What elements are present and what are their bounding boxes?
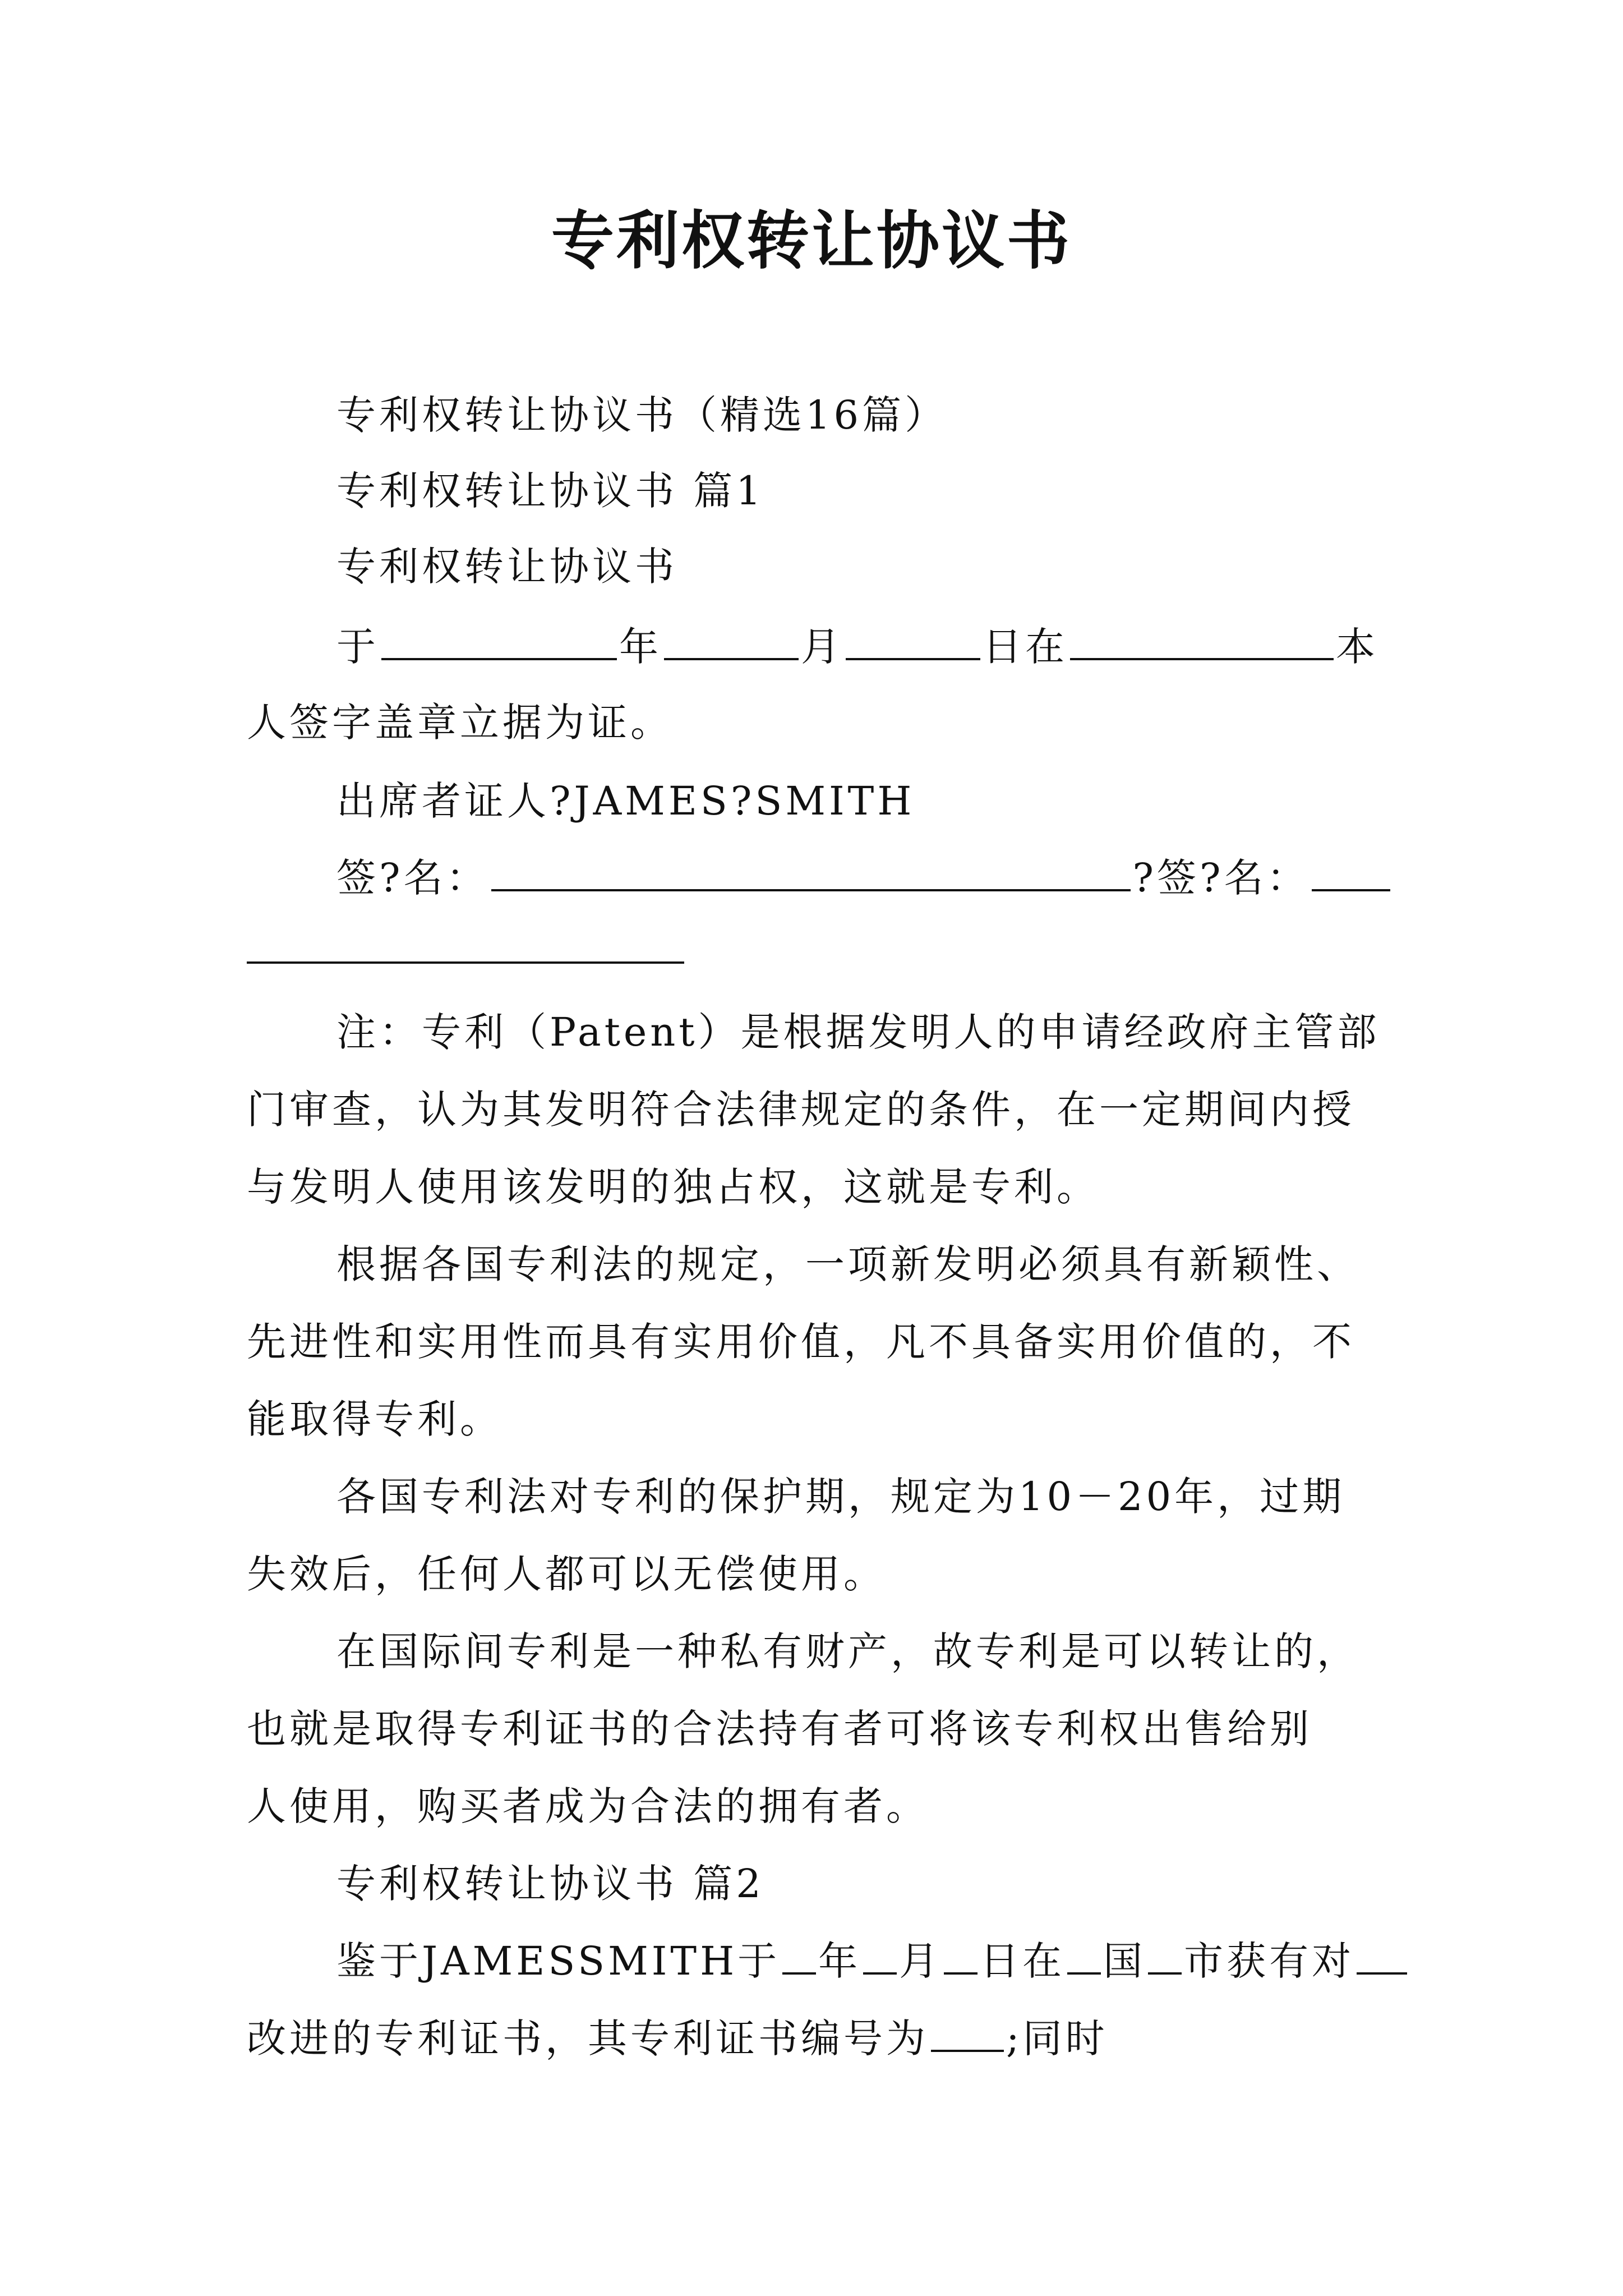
note-line-2: 门审查，认为其发明符合法律规定的条件，在一定期间内授: [247, 1087, 1355, 1133]
signature-blank-1: [491, 850, 1131, 891]
month-label: 月: [801, 624, 843, 670]
signature-label-2: ?签?名：: [1132, 855, 1310, 901]
section-2-blank-country: [1067, 1933, 1101, 1975]
paragraph-2-line-3: 能取得专利。: [247, 1396, 502, 1442]
signature-blank-continuation: [247, 961, 684, 964]
document-subtitle: 专利权转让协议书（精选16篇）: [336, 392, 948, 438]
year-blank: [381, 619, 617, 660]
day-blank: [846, 619, 980, 660]
date-prefix: 于: [336, 624, 379, 670]
paragraph-2-line-1: 根据各国专利法的规定，一项新发明必须具有新颖性、: [336, 1241, 1359, 1287]
section-2-text-g: 改进的专利证书，其专利证书编号为: [247, 2016, 929, 2062]
paragraph-4-line-1: 在国际间专利是一种私有财产，故专利是可以转让的，: [336, 1628, 1359, 1674]
section-2-blank-year: [782, 1933, 816, 1975]
day-label: 日在: [983, 624, 1068, 670]
date-line-continuation: 人签字盖章立据为证。: [247, 700, 673, 746]
section-2-heading: 专利权转让协议书 篇2: [336, 1861, 764, 1907]
section-2-blank-number: [931, 2010, 1004, 2052]
paragraph-2-line-2: 先进性和实用性而具有实用价值，凡不具备实用价值的，不: [247, 1319, 1355, 1365]
section-2-line-2: [247, 2010, 1108, 2067]
paragraph-3-line-1: 各国专利法对专利的保护期，规定为10－20年，过期: [336, 1474, 1345, 1520]
signature-line: [336, 850, 1393, 906]
section-2-blank-city: [1148, 1933, 1182, 1975]
section-2-text-e: 国: [1103, 1938, 1146, 1984]
document-title: 专利权转让协议书: [551, 204, 1072, 278]
section-1-title: 专利权转让协议书: [336, 544, 677, 590]
section-2-blank-object: [1357, 1933, 1407, 1975]
month-blank: [664, 619, 799, 660]
paragraph-3-line-2: 失效后，任何人都可以无偿使用。: [247, 1551, 886, 1597]
signature-blank-2: [1312, 850, 1390, 891]
section-2-text-b: 年: [818, 1938, 861, 1984]
section-2-blank-month: [863, 1933, 897, 1975]
section-2-blank-day: [944, 1933, 978, 1975]
section-2-text-f: 市获有对: [1184, 1938, 1355, 1984]
paragraph-4-line-2: 也就是取得专利证书的合法持有者可将该专利权出售给别: [247, 1706, 1312, 1752]
place-blank: [1070, 619, 1334, 660]
section-2-line-1: [336, 1933, 1409, 1989]
section-2-text-a: 鉴于JAMESSMITH于: [336, 1938, 781, 1984]
witness-line: 出席者证人?JAMES?SMITH: [336, 778, 915, 824]
year-label: 年: [619, 624, 662, 670]
signature-label-1: 签?名：: [336, 855, 489, 901]
paragraph-4-line-3: 人使用，购买者成为合法的拥有者。: [247, 1783, 929, 1829]
date-suffix: 本: [1336, 624, 1378, 670]
section-1-heading: 专利权转让协议书 篇1: [336, 468, 764, 514]
note-line-1: 注：专利（Patent）是根据发明人的申请经政府主管部: [336, 1009, 1380, 1055]
section-2-text-c: 月: [899, 1938, 942, 1984]
section-2-text-d: 日在: [980, 1938, 1066, 1984]
section-2-text-h: ;同时: [1006, 2016, 1108, 2062]
date-line: [336, 619, 1378, 675]
note-line-3: 与发明人使用该发明的独占权，这就是专利。: [247, 1164, 1099, 1210]
